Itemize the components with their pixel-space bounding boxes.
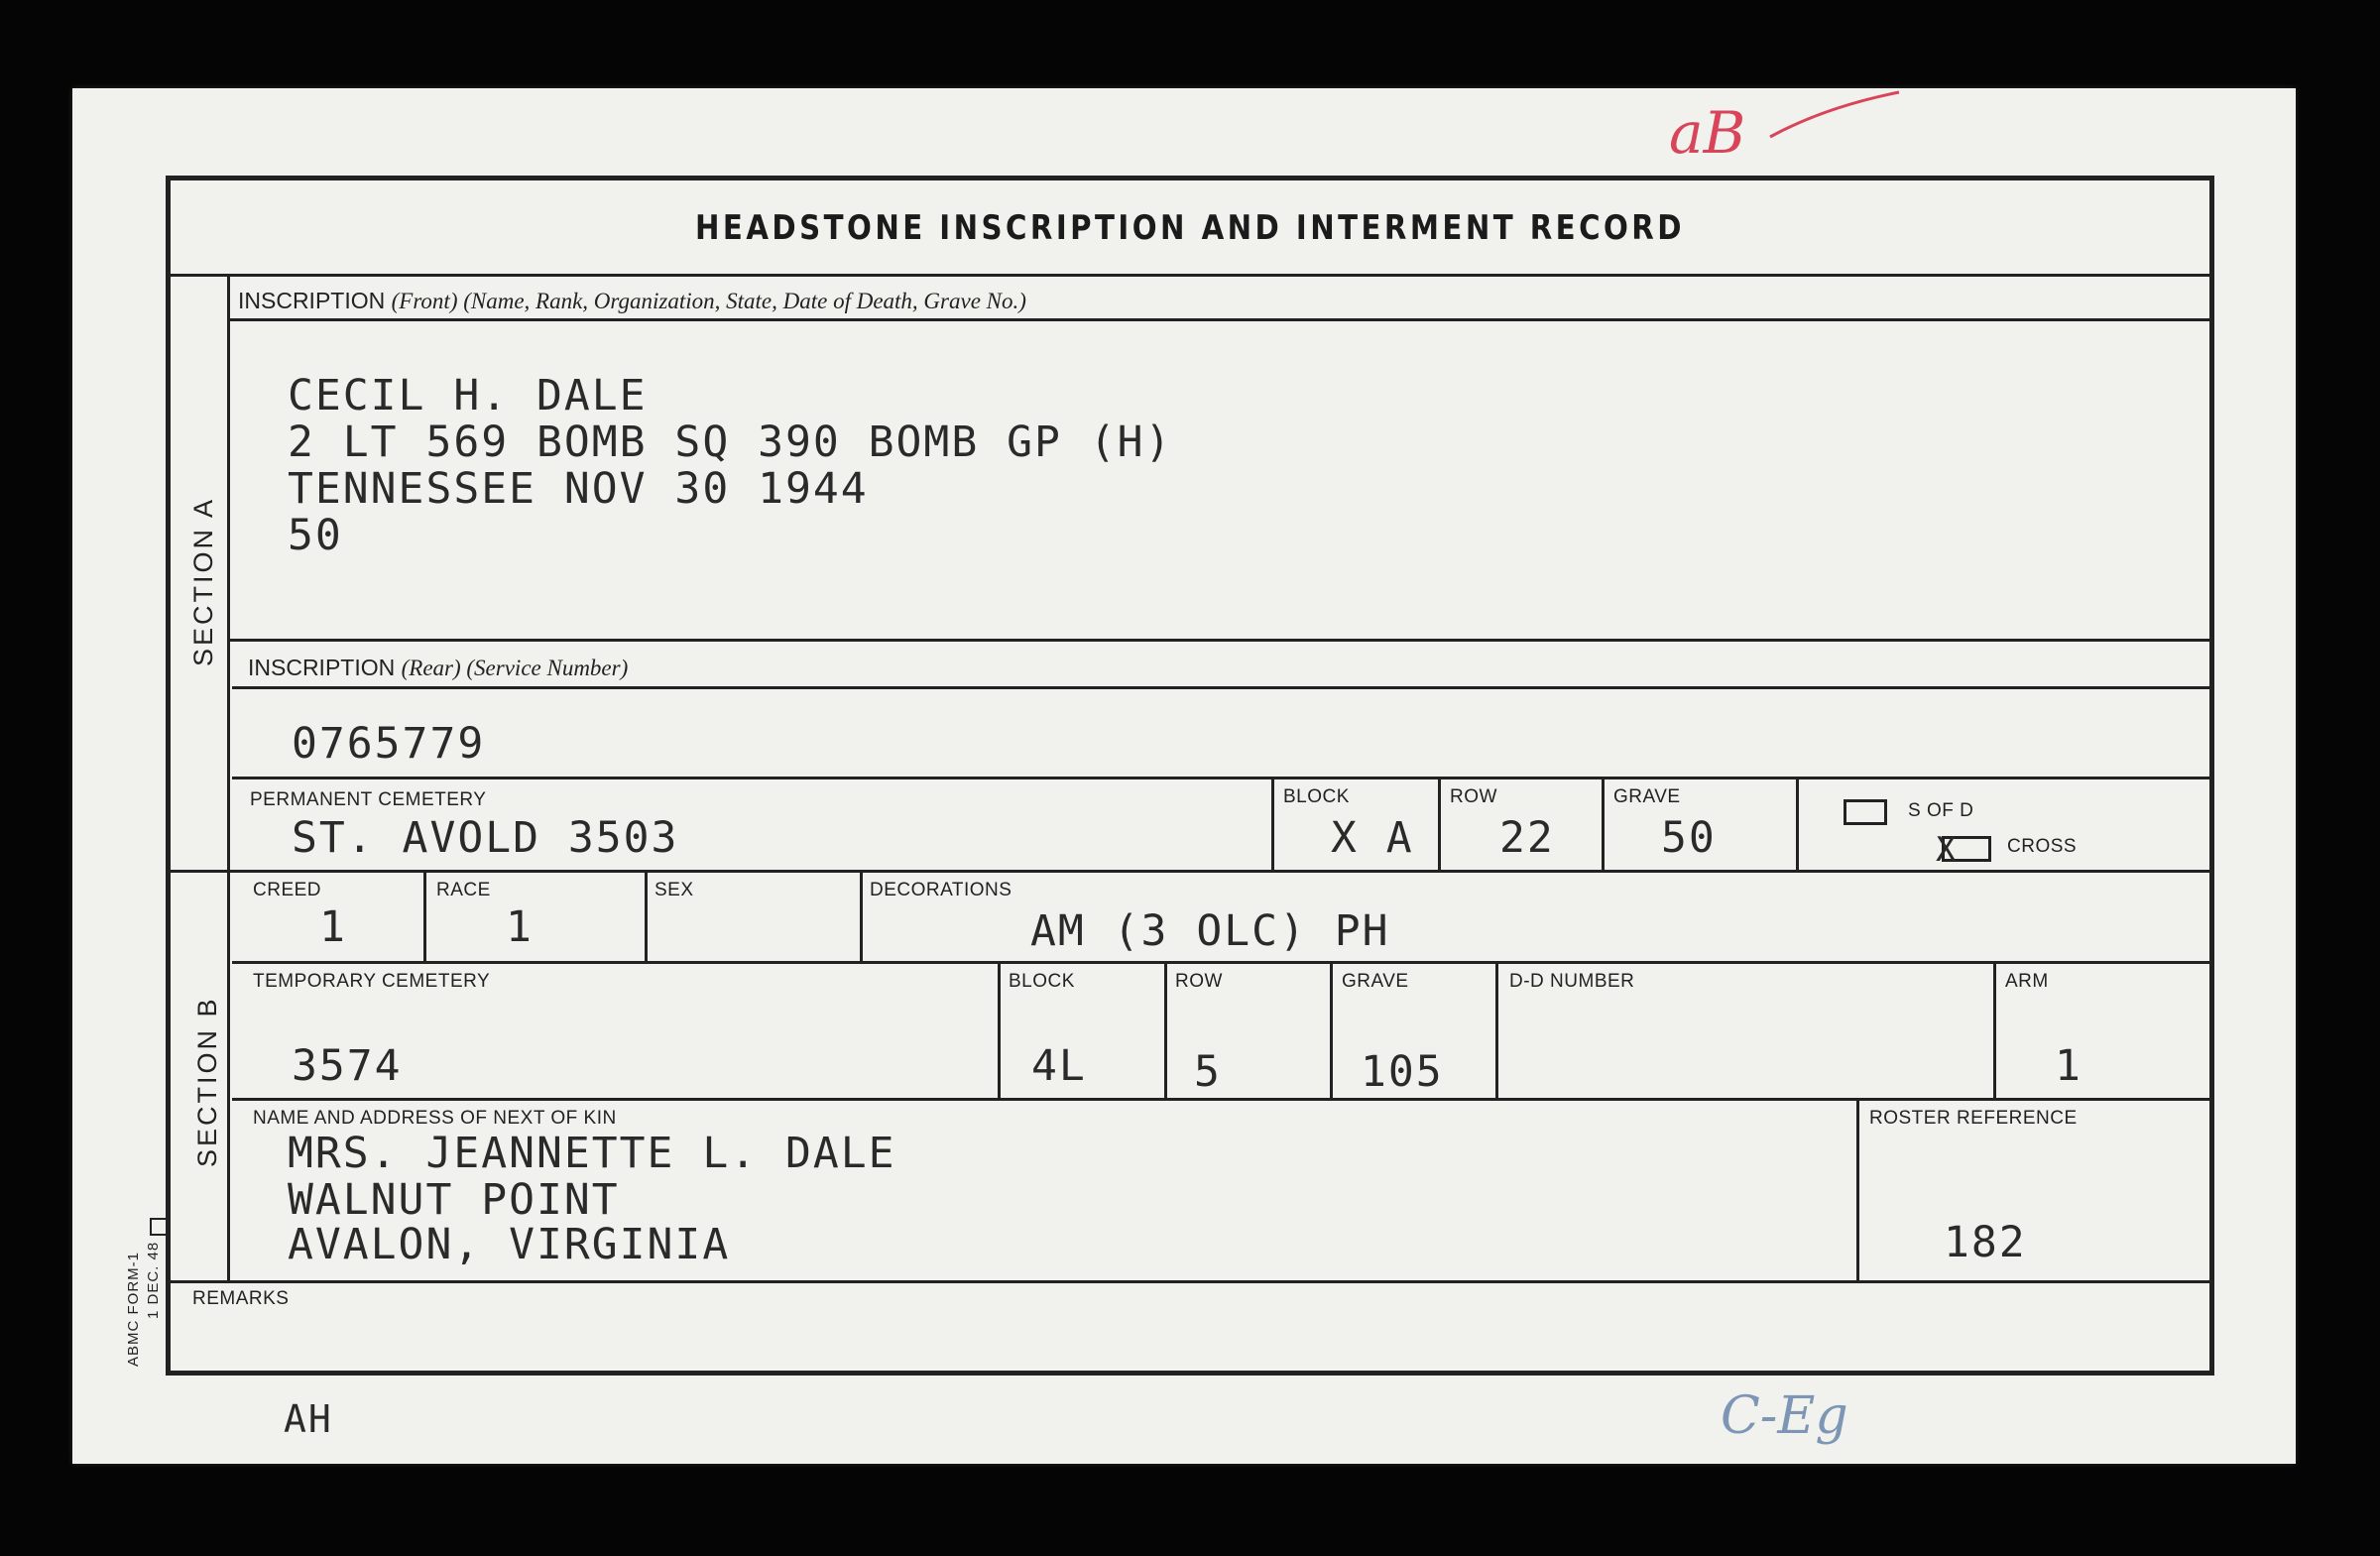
temporary-cemetery-value: 3574: [292, 1041, 403, 1091]
divider: [1796, 777, 1799, 870]
dd-number-label: D-D NUMBER: [1509, 971, 1635, 992]
divider: [645, 870, 648, 961]
divider: [171, 1280, 2209, 1283]
creed-value: 1: [319, 902, 347, 952]
row-value: 22: [1499, 813, 1555, 863]
roster-reference-label: ROSTER REFERENCE: [1869, 1108, 2078, 1129]
form-corner-box: [150, 1218, 168, 1236]
temp-block-value: 4L: [1031, 1041, 1087, 1091]
next-of-kin-line: MRS. JEANNETTE L. DALE: [288, 1129, 896, 1178]
arm-value: 1: [2055, 1041, 2082, 1091]
cross-label: CROSS: [2007, 836, 2078, 857]
inscription-front-line: CECIL H. DALE: [288, 371, 648, 420]
headstone-form: [166, 176, 2214, 1376]
row-label: ROW: [1450, 786, 1497, 807]
divider: [860, 870, 863, 961]
form-number: ABMC FORM-1: [125, 1252, 142, 1367]
temp-block-label: BLOCK: [1009, 971, 1075, 992]
divider: [1495, 961, 1498, 1098]
sofd-label: S OF D: [1908, 800, 1974, 821]
divider: [998, 961, 1001, 1098]
inscription-front-line: TENNESSEE NOV 30 1944: [288, 464, 869, 514]
divider: [227, 318, 2209, 321]
race-label: RACE: [436, 880, 491, 900]
sex-label: SEX: [654, 880, 694, 900]
divider: [1271, 777, 1274, 870]
grave-value: 50: [1661, 813, 1717, 863]
inscription-front-line: 50: [288, 511, 343, 560]
red-pen-stroke: [1765, 87, 1904, 147]
remarks-label: REMARKS: [192, 1288, 290, 1309]
sofd-checkbox[interactable]: [1844, 799, 1887, 825]
divider: [1993, 961, 1996, 1098]
race-value: 1: [506, 902, 534, 952]
divider: [1602, 777, 1605, 870]
temporary-cemetery-label: TEMPORARY CEMETERY: [253, 971, 491, 992]
temp-row-label: ROW: [1175, 971, 1223, 992]
divider: [171, 274, 2209, 277]
inscription-rear-label: INSCRIPTION (Rear) (Service Number): [248, 655, 629, 680]
divider: [171, 870, 2209, 873]
next-of-kin-line: WALNUT POINT: [288, 1175, 620, 1225]
arm-label: ARM: [2005, 971, 2049, 992]
inscription-front-line: 2 LT 569 BOMB SQ 390 BOMB GP (H): [288, 418, 1173, 467]
block-value: X A: [1331, 813, 1414, 863]
permanent-cemetery-value: ST. AVOLD 3503: [292, 813, 679, 863]
creed-label: CREED: [253, 880, 322, 900]
divider: [232, 777, 2209, 779]
form-title: HEADSTONE INSCRIPTION AND INTERMENT RECORD: [695, 208, 1685, 248]
grave-label: GRAVE: [1613, 786, 1681, 807]
roster-reference-value: 182: [1944, 1218, 2027, 1267]
next-of-kin-line: AVALON, VIRGINIA: [288, 1220, 731, 1269]
section-a-label: SECTION A: [188, 496, 218, 666]
divider: [232, 961, 2209, 964]
permanent-cemetery-label: PERMANENT CEMETERY: [250, 789, 487, 810]
inscription-front-label: INSCRIPTION (Front) (Name, Rank, Organization, State, Date of Death, Grave No.): [238, 288, 1026, 313]
temp-row-value: 5: [1194, 1047, 1222, 1097]
section-b-label: SECTION B: [192, 996, 222, 1167]
temp-grave-label: GRAVE: [1342, 971, 1409, 992]
divider: [1856, 1098, 1859, 1280]
block-label: BLOCK: [1283, 786, 1350, 807]
bottom-note: AH: [284, 1397, 333, 1441]
divider: [423, 870, 426, 961]
divider: [232, 1098, 2209, 1101]
handwritten-initials: aB: [1669, 99, 1746, 167]
divider: [227, 274, 230, 1283]
divider: [232, 686, 2209, 689]
divider: [1330, 961, 1333, 1098]
temp-grave-value: 105: [1361, 1047, 1444, 1097]
handwritten-note: C-Eg: [1721, 1386, 1848, 1446]
inscription-rear-value: 0765779: [292, 719, 486, 769]
cross-check-mark: X: [1936, 830, 1959, 870]
form-date: 1 DEC. 48: [145, 1241, 162, 1319]
decorations-value: AM (3 OLC) PH: [1030, 906, 1390, 956]
divider: [1438, 777, 1441, 870]
decorations-label: DECORATIONS: [870, 880, 1012, 900]
next-of-kin-label: NAME AND ADDRESS OF NEXT OF KIN: [253, 1108, 617, 1129]
divider: [1164, 961, 1167, 1098]
divider: [227, 639, 2209, 642]
